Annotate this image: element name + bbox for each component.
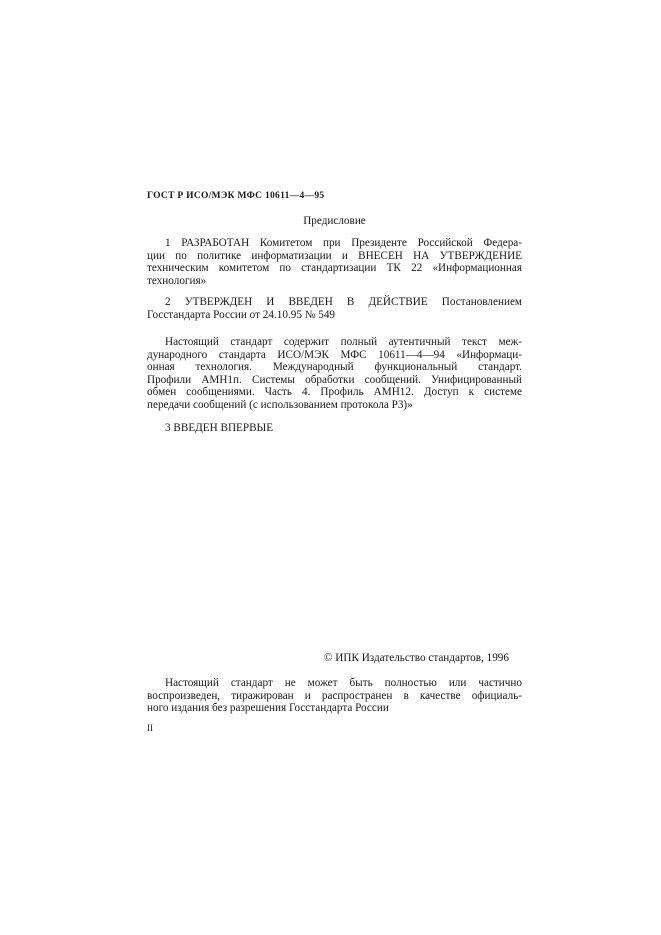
text-line: Настоящий стандарт не может быть полностью или частично: [165, 677, 522, 689]
paragraph-content: [147, 336, 522, 412]
text-line: ции по политике информатизации и ВНЕСЕН НА УТВЕРЖДЕНИЕ: [147, 249, 522, 262]
text-line: технология»: [147, 274, 207, 287]
text-line: передачи сообщений (с использованием протокола Р3)»: [147, 398, 413, 411]
text-line: Профили АМН1п. Системы обработки сообщений. Унифицированный: [147, 373, 522, 386]
text-line: Настоящий стандарт содержит полный аутентичный текст меж-: [165, 336, 522, 348]
text-line: ного издания без разрешения Госстандарта России: [147, 702, 389, 715]
text-line: 3 ВВЕДЕН ВПЕРВЫЕ: [165, 422, 274, 434]
text-line: дународного стандарта ИСО/МЭК МФС 10611—4—94 «Информаци-: [147, 348, 522, 361]
paragraph-developed: [147, 237, 522, 287]
text-line: воспроизведен, тиражирован и распространен в качестве официаль-: [147, 689, 522, 702]
text-line: 1 РАЗРАБОТАН Комитетом при Президенте Российской Федера-: [165, 237, 522, 249]
reproduction-notice: [147, 677, 522, 715]
paragraph-introduced: [147, 422, 522, 435]
text-line: обмен сообщениями. Часть 4. Профиль АМН12. Доступ к системе: [147, 386, 522, 399]
copyright-notice: © ИПК Издательство стандартов, 1996: [323, 652, 509, 664]
text-line: Госстандарта России от 24.10.95 № 549: [147, 308, 336, 321]
section-title: Предисловие: [303, 215, 366, 227]
text-line: 2 УТВЕРЖДЕН И ВВЕДЕН В ДЕЙСТВИЕ Постановлением: [165, 296, 522, 308]
text-line: техническим комитетом по стандартизации ТК 22 «Информационная: [147, 262, 522, 275]
paragraph-approved: [147, 296, 522, 321]
document-header: ГОСТ Р ИСО/МЭК МФС 10611—4—95: [147, 191, 325, 201]
page-number: II: [147, 723, 153, 733]
text-line: онная технология. Международный функциональный стандарт.: [147, 361, 522, 374]
